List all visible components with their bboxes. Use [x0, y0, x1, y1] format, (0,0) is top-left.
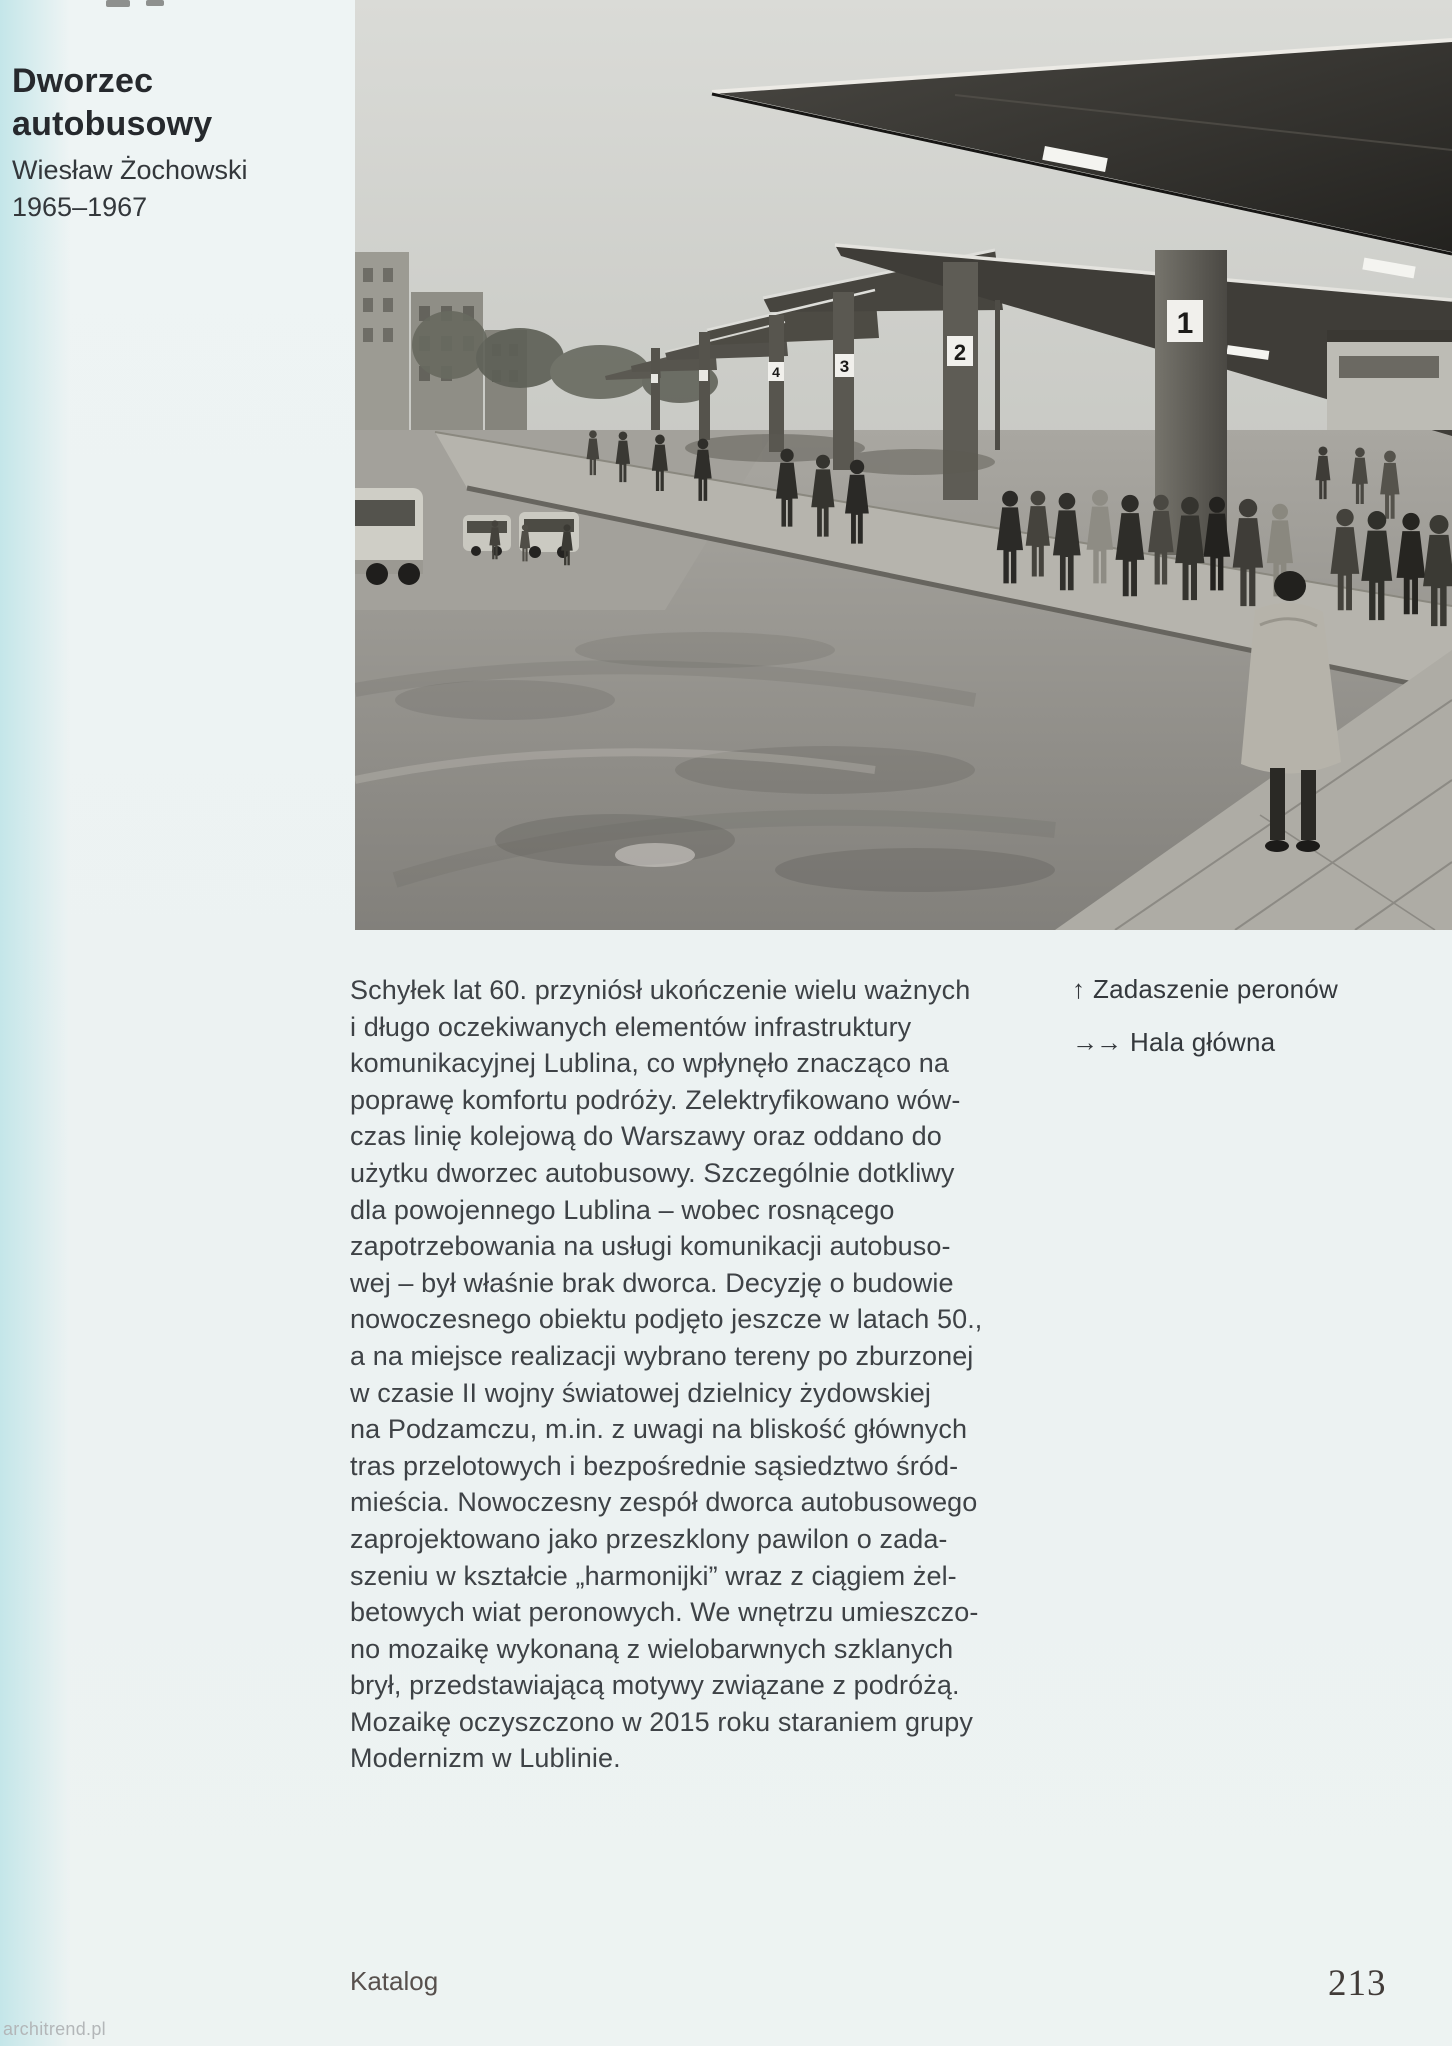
text-line: szeniu w kształcie „harmonijki” wraz z ciągiem żel- [350, 1560, 957, 1591]
text-line: wej – był właśnie brak dworca. Decyzję o budowie [350, 1267, 954, 1298]
text-line: brył, przedstawiającą motywy związane z podróżą. [350, 1670, 960, 1701]
lamp-post [995, 300, 1000, 450]
background-kiosk [1327, 330, 1452, 430]
text-line: nowoczesnego obiektu podjęto jeszcze w latach 50., [350, 1304, 983, 1335]
text-line: Modernizm w Lublinie. [350, 1743, 621, 1774]
title-line-1: Dworzec [12, 62, 154, 100]
text-line: tras przelotowych i bezpośrednie sąsiedztwo śród- [350, 1450, 959, 1481]
scan-artifact [146, 0, 164, 6]
text-line: Schyłek lat 60. przyniósł ukończenie wielu ważnych [350, 975, 971, 1005]
artwork-header [12, 60, 312, 226]
platform-sign-4 [768, 362, 784, 381]
bus-station-photo [355, 0, 1452, 930]
text-line: i długo oczekiwanych elementów infrastruktury [350, 1011, 912, 1042]
footer-section-label: Katalog [350, 1966, 439, 1996]
watermark: architrend.pl [3, 2019, 106, 2039]
text-line: betowych wiat peronowych. We wnętrzu umieszczo- [350, 1597, 979, 1628]
platform-sign-4-number: 4 [772, 364, 780, 380]
page-title [12, 60, 312, 146]
text-line: zaprojektowano jako przeszklony pawilon o zada- [350, 1523, 948, 1554]
text-line: poprawę komfortu podróży. Zelektryfikowano wów- [350, 1084, 961, 1115]
platform-sign-2-number: 2 [953, 340, 967, 365]
caption-label: Hala główna [1130, 1027, 1276, 1057]
platform-sign-1-number: 1 [1176, 307, 1194, 340]
caption-platform-canopies [1072, 973, 1432, 1005]
title-line-2: autobusowy [12, 105, 213, 143]
construction-years: 1965–1967 [12, 192, 148, 222]
text-line: na Podzamczu, m.in. z uwagi na bliskość głównych [350, 1414, 968, 1445]
page-number: 213 [1328, 1963, 1387, 2004]
platform-sign-3-number: 3 [839, 357, 850, 376]
bus-station-illustration [355, 0, 1452, 930]
platform-sign-2 [947, 336, 973, 366]
text-line: w czasie II wojny światowej dzielnicy żydowskiej [350, 1377, 932, 1408]
text-line: czas linię kolejową do Warszawy oraz oddano do [350, 1121, 942, 1152]
text-line: zapotrzebowania na usługi komunikacji autobuso- [350, 1231, 951, 1262]
description-paragraph [350, 972, 1040, 1777]
platform-sign-3 [835, 354, 854, 377]
text-line: użytku dworzec autobusowy. Szczególnie dotkliwy [350, 1157, 955, 1188]
photo-captions [1072, 973, 1432, 1079]
platform-sign-1 [1167, 300, 1203, 342]
text-line: Mozaikę oczyszczono w 2015 roku staraniem grupy [350, 1706, 973, 1737]
double-right-arrow-icon: →→ [1072, 1027, 1120, 1057]
architect-name: Wiesław Żochowski [12, 155, 248, 185]
text-line: mieścia. Nowoczesny zespół dworca autobusowego [350, 1487, 978, 1518]
caption-main-hall [1072, 1026, 1432, 1058]
scan-artifact [106, 0, 130, 7]
text-line: komunikacyjnej Lublina, co wpłynęło znacząco na [350, 1048, 950, 1079]
up-arrow-icon: ↑ [1072, 974, 1083, 1004]
caption-label: Zadaszenie peronów [1093, 974, 1338, 1004]
text-line: a na miejsce realizacji wybrano tereny po zburzonej [350, 1340, 974, 1371]
text-line: dla powojennego Lublina – wobec rosnącego [350, 1194, 895, 1225]
text-line: no mozaikę wykonaną z wielobarwnych szklanych [350, 1633, 954, 1664]
